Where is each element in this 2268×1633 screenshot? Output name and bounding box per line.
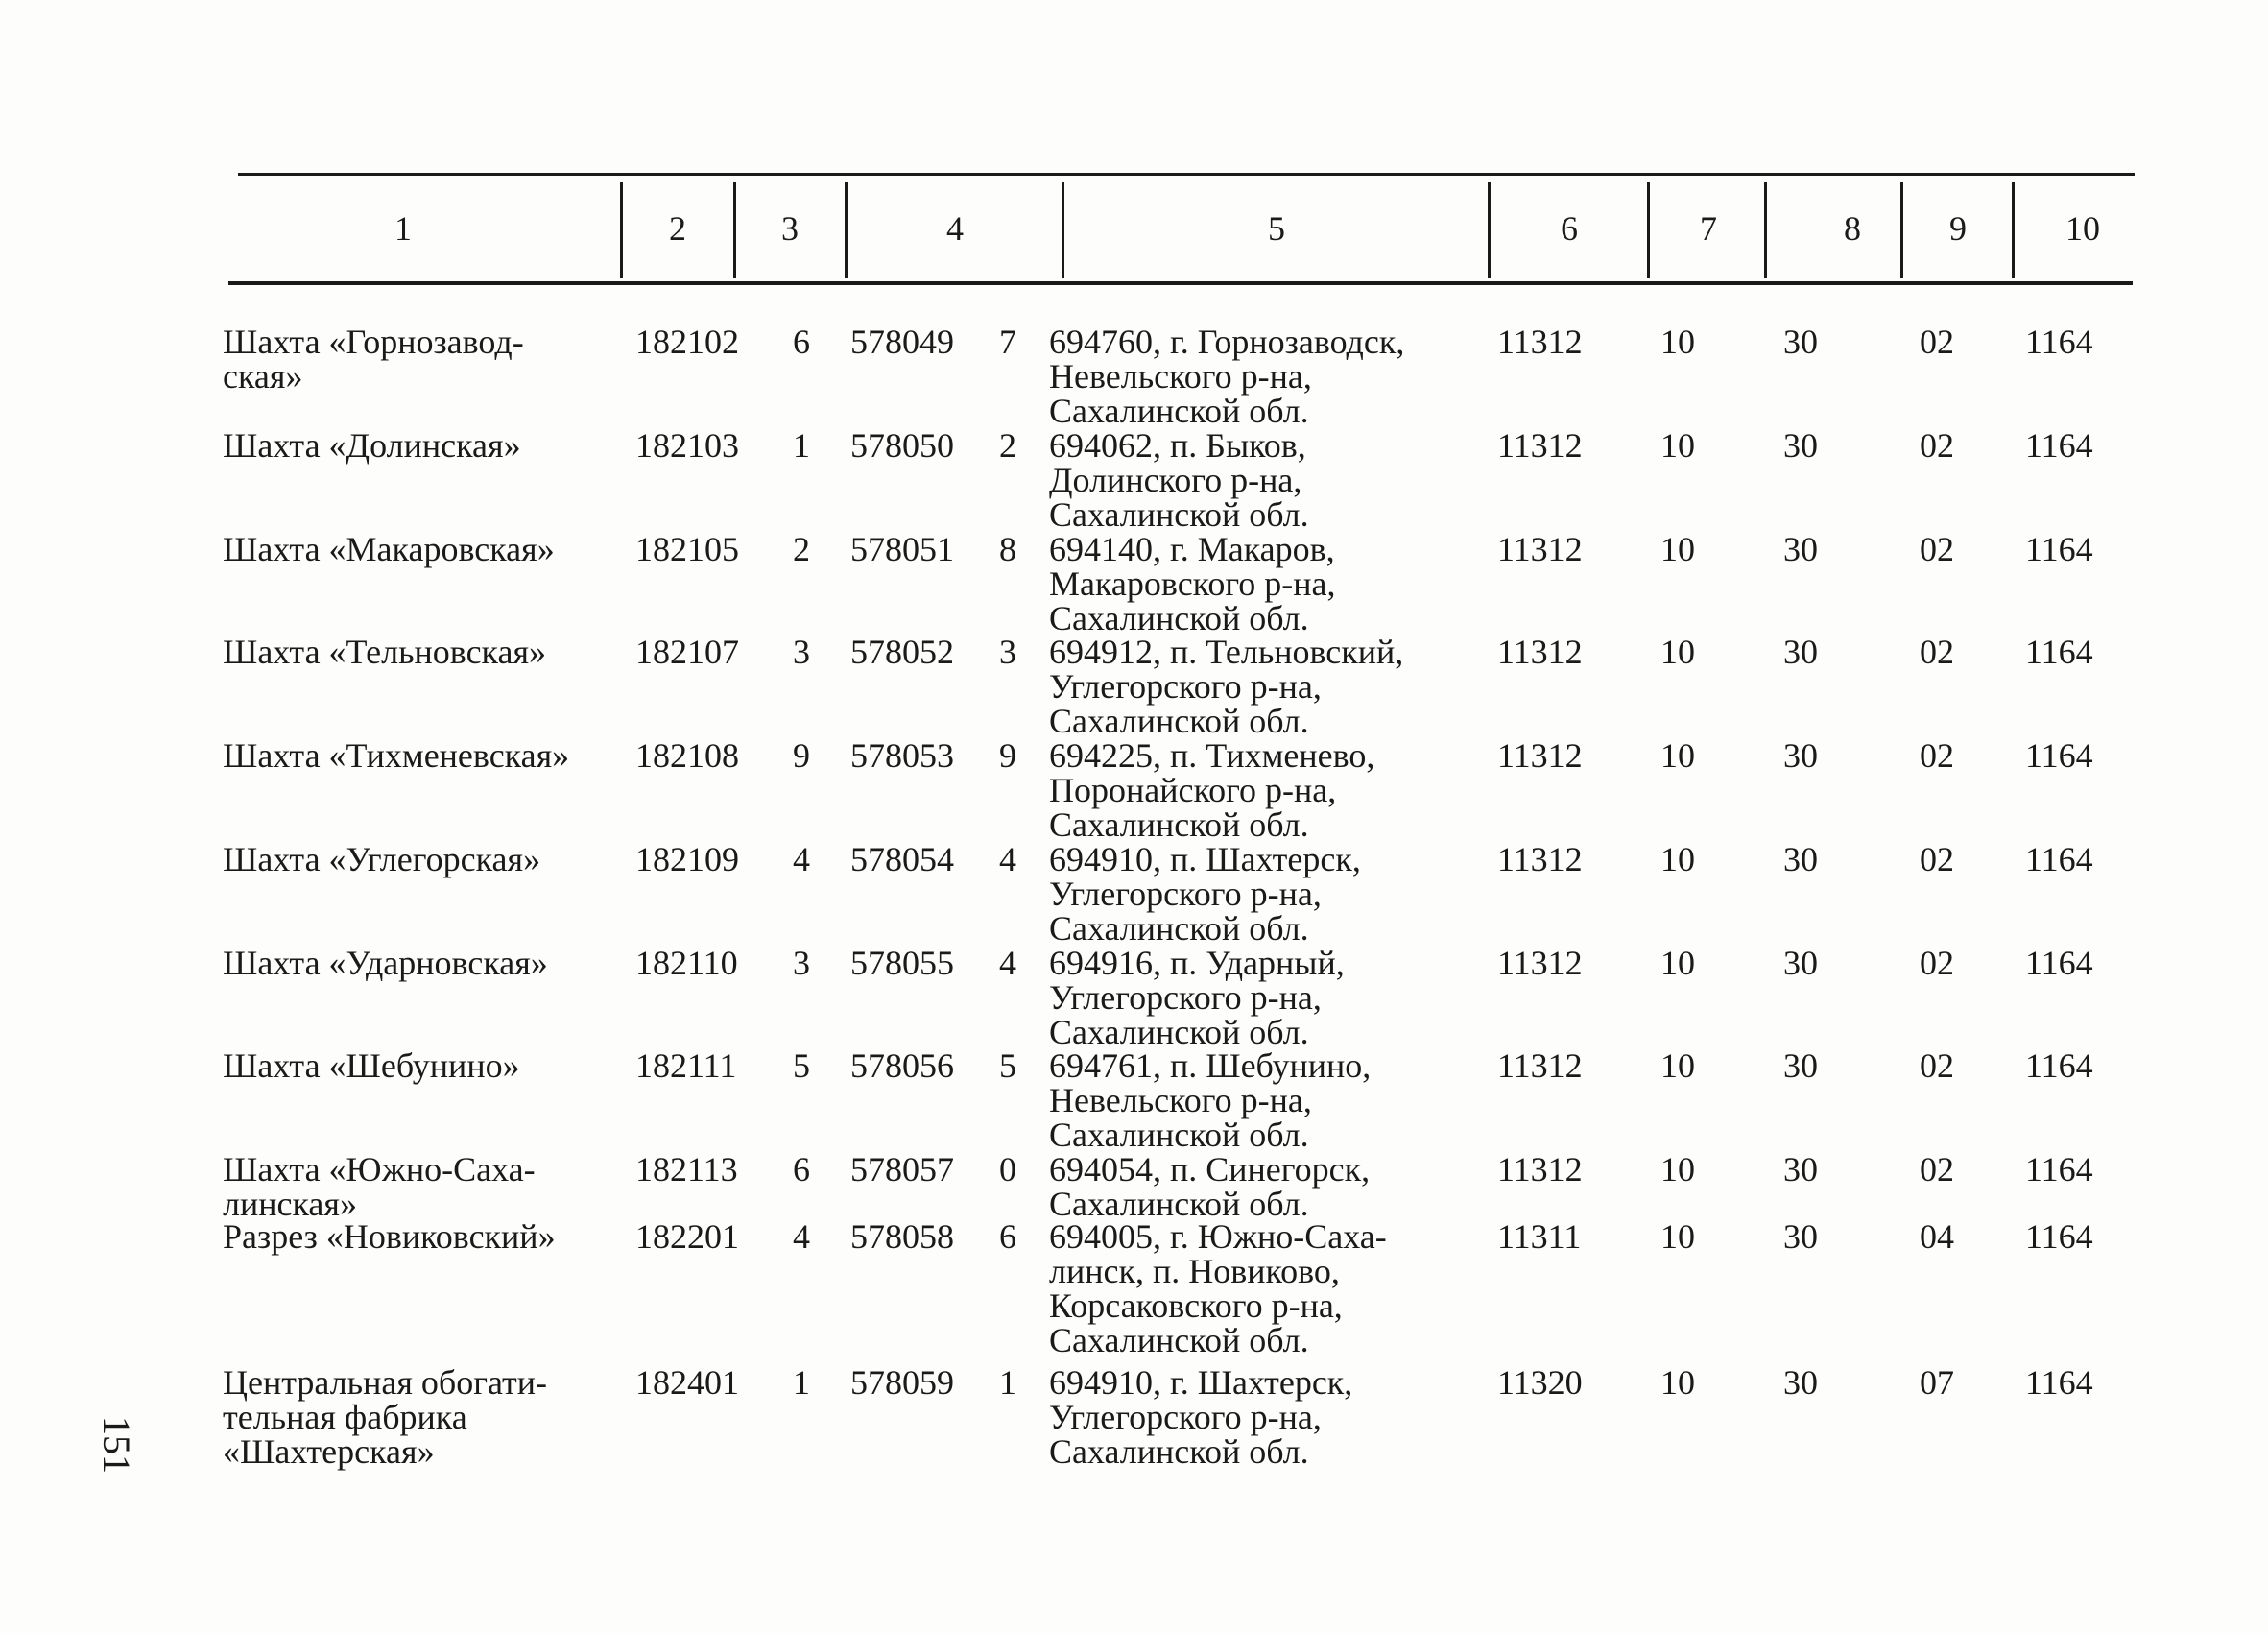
row-col9: 02 bbox=[1920, 633, 1954, 671]
row-col8: 30 bbox=[1783, 1150, 1818, 1189]
col-separator bbox=[1900, 182, 1903, 278]
row-code: 182201 bbox=[635, 1217, 739, 1256]
row-name: Центральная обогати- тельная фабрика «Шахтерская» bbox=[223, 1363, 548, 1471]
col-separator bbox=[1647, 182, 1650, 278]
row-col4: 578051 bbox=[850, 530, 954, 568]
row-col4: 578052 bbox=[850, 633, 954, 671]
row-col9: 02 bbox=[1920, 1046, 1954, 1085]
row-col10: 1164 bbox=[2025, 840, 2093, 878]
row-col4-check: 1 bbox=[999, 1363, 1016, 1402]
col-separator bbox=[1062, 182, 1064, 278]
row-col8: 30 bbox=[1783, 736, 1818, 775]
row-col4-check: 4 bbox=[999, 840, 1016, 878]
row-col7: 10 bbox=[1660, 1150, 1695, 1189]
row-col7: 10 bbox=[1660, 1363, 1695, 1402]
row-col7: 10 bbox=[1660, 633, 1695, 671]
row-col4: 578049 bbox=[850, 323, 954, 361]
row-code: 182113 bbox=[635, 1150, 738, 1189]
row-col10: 1164 bbox=[2025, 426, 2093, 465]
row-col7: 10 bbox=[1660, 530, 1695, 568]
row-col4: 578050 bbox=[850, 426, 954, 465]
page-number: 151 bbox=[95, 1416, 138, 1474]
header-col-9: 9 bbox=[1949, 209, 1967, 248]
row-col10: 1164 bbox=[2025, 530, 2093, 568]
header-col-5: 5 bbox=[1268, 209, 1285, 248]
row-name: Шахта «Углегорская» bbox=[223, 840, 541, 878]
row-col8: 30 bbox=[1783, 633, 1818, 671]
row-col4-check: 5 bbox=[999, 1046, 1016, 1085]
row-col10: 1164 bbox=[2025, 1150, 2093, 1189]
row-col10: 1164 bbox=[2025, 736, 2093, 775]
header-col-7: 7 bbox=[1700, 209, 1717, 248]
row-address: 694761, п. Шебунино, Невельского р-на, Сахалинской обл. bbox=[1049, 1046, 1372, 1154]
row-code: 182110 bbox=[635, 944, 738, 982]
col-separator bbox=[1488, 182, 1491, 278]
row-address: 694760, г. Горнозаводск, Невельского р-на, Сахалинской обл. bbox=[1049, 323, 1405, 430]
row-col8: 30 bbox=[1783, 944, 1818, 982]
row-col8: 30 bbox=[1783, 840, 1818, 878]
row-col9: 02 bbox=[1920, 944, 1954, 982]
row-address: 694140, г. Макаров, Макаровского р-на, Сахалинской обл. bbox=[1049, 530, 1336, 637]
row-col9: 02 bbox=[1920, 1150, 1954, 1189]
row-name: Шахта «Ударновская» bbox=[223, 944, 548, 982]
row-name: Шахта «Шебунино» bbox=[223, 1046, 520, 1085]
row-code: 182109 bbox=[635, 840, 739, 878]
row-col4-check: 3 bbox=[999, 633, 1016, 671]
row-col6: 11311 bbox=[1497, 1217, 1582, 1256]
row-col10: 1164 bbox=[2025, 633, 2093, 671]
row-col7: 10 bbox=[1660, 840, 1695, 878]
row-col8: 30 bbox=[1783, 323, 1818, 361]
row-col9: 02 bbox=[1920, 840, 1954, 878]
row-code: 182102 bbox=[635, 323, 739, 361]
row-col4: 578059 bbox=[850, 1363, 954, 1402]
row-address: 694062, п. Быков, Долинского р-на, Сахалинской обл. bbox=[1049, 426, 1309, 534]
row-code: 182107 bbox=[635, 633, 739, 671]
row-col4-check: 7 bbox=[999, 323, 1016, 361]
top-rule bbox=[238, 173, 2135, 176]
row-col10: 1164 bbox=[2025, 323, 2093, 361]
row-code: 182111 bbox=[635, 1046, 737, 1085]
row-name: Шахта «Долинская» bbox=[223, 426, 521, 465]
row-col6: 11312 bbox=[1497, 944, 1583, 982]
header-bottom-rule bbox=[228, 281, 2133, 285]
header-col-10: 10 bbox=[2065, 209, 2100, 248]
row-col7: 10 bbox=[1660, 1046, 1695, 1085]
row-col10: 1164 bbox=[2025, 944, 2093, 982]
row-col4: 578055 bbox=[850, 944, 954, 982]
row-col4-check: 9 bbox=[999, 736, 1016, 775]
row-col3: 4 bbox=[793, 840, 810, 878]
row-col9: 02 bbox=[1920, 530, 1954, 568]
row-col10: 1164 bbox=[2025, 1046, 2093, 1085]
row-col6: 11312 bbox=[1497, 736, 1583, 775]
row-address: 694054, п. Синегорск, Сахалинской обл. bbox=[1049, 1150, 1371, 1223]
row-col7: 10 bbox=[1660, 736, 1695, 775]
row-col4-check: 4 bbox=[999, 944, 1016, 982]
row-col6: 11312 bbox=[1497, 426, 1583, 465]
row-col3: 9 bbox=[793, 736, 810, 775]
row-col4: 578054 bbox=[850, 840, 954, 878]
row-col3: 1 bbox=[793, 1363, 810, 1402]
header-col-8: 8 bbox=[1844, 209, 1861, 248]
row-col7: 10 bbox=[1660, 426, 1695, 465]
header-col-2: 2 bbox=[669, 209, 686, 248]
row-col6: 11312 bbox=[1497, 1150, 1583, 1189]
header-col-4: 4 bbox=[946, 209, 964, 248]
col-separator bbox=[2012, 182, 2015, 278]
row-code: 182105 bbox=[635, 530, 739, 568]
row-col4: 578057 bbox=[850, 1150, 954, 1189]
row-col10: 1164 bbox=[2025, 1217, 2093, 1256]
row-address: 694916, п. Ударный, Углегорского р-на, Сахалинской обл. bbox=[1049, 944, 1345, 1051]
row-col3: 1 bbox=[793, 426, 810, 465]
row-col7: 10 bbox=[1660, 944, 1695, 982]
row-col8: 30 bbox=[1783, 1046, 1818, 1085]
row-col8: 30 bbox=[1783, 426, 1818, 465]
row-address: 694912, п. Тельновский, Углегорского р-на, Сахалинской обл. bbox=[1049, 633, 1404, 740]
row-col3: 3 bbox=[793, 944, 810, 982]
row-col6: 11312 bbox=[1497, 633, 1583, 671]
row-col4-check: 0 bbox=[999, 1150, 1016, 1189]
col-separator bbox=[733, 182, 736, 278]
row-col7: 10 bbox=[1660, 1217, 1695, 1256]
row-code: 182401 bbox=[635, 1363, 739, 1402]
row-col4-check: 8 bbox=[999, 530, 1016, 568]
row-col3: 6 bbox=[793, 1150, 810, 1189]
row-col8: 30 bbox=[1783, 1363, 1818, 1402]
row-address: 694005, г. Южно-Саха- линск, п. Новиково, Корсаковского р-на, Сахалинской обл. bbox=[1049, 1217, 1387, 1359]
row-col6: 11312 bbox=[1497, 530, 1583, 568]
row-col7: 10 bbox=[1660, 323, 1695, 361]
col-separator bbox=[620, 182, 623, 278]
row-col8: 30 bbox=[1783, 1217, 1818, 1256]
row-col4: 578053 bbox=[850, 736, 954, 775]
row-name: Шахта «Тихменевская» bbox=[223, 736, 570, 775]
row-col6: 11312 bbox=[1497, 840, 1583, 878]
row-col3: 5 bbox=[793, 1046, 810, 1085]
row-col9: 04 bbox=[1920, 1217, 1954, 1256]
row-address: 694225, п. Тихменево, Поронайского р-на, Сахалинской обл. bbox=[1049, 736, 1375, 844]
row-col9: 02 bbox=[1920, 736, 1954, 775]
row-name: Шахта «Горнозавод- ская» bbox=[223, 323, 524, 396]
row-code: 182108 bbox=[635, 736, 739, 775]
row-name: Шахта «Южно-Саха- линская» bbox=[223, 1150, 536, 1223]
row-name: Шахта «Тельновская» bbox=[223, 633, 547, 671]
row-col4: 578056 bbox=[850, 1046, 954, 1085]
row-col3: 2 bbox=[793, 530, 810, 568]
row-col9: 02 bbox=[1920, 323, 1954, 361]
row-col6: 11312 bbox=[1497, 1046, 1583, 1085]
row-name: Разрез «Новиковский» bbox=[223, 1217, 556, 1256]
row-col3: 4 bbox=[793, 1217, 810, 1256]
header-col-6: 6 bbox=[1561, 209, 1578, 248]
row-col8: 30 bbox=[1783, 530, 1818, 568]
row-col9: 07 bbox=[1920, 1363, 1954, 1402]
row-code: 182103 bbox=[635, 426, 739, 465]
row-col4: 578058 bbox=[850, 1217, 954, 1256]
row-name: Шахта «Макаровская» bbox=[223, 530, 555, 568]
header-col-1: 1 bbox=[394, 209, 412, 248]
row-address: 694910, г. Шахтерск, Углегорского р-на, Сахалинской обл. bbox=[1049, 1363, 1353, 1471]
header-col-3: 3 bbox=[781, 209, 799, 248]
row-col6: 11312 bbox=[1497, 323, 1583, 361]
row-col4-check: 6 bbox=[999, 1217, 1016, 1256]
row-col9: 02 bbox=[1920, 426, 1954, 465]
row-col4-check: 2 bbox=[999, 426, 1016, 465]
row-col6: 11320 bbox=[1497, 1363, 1583, 1402]
row-address: 694910, п. Шахтерск, Углегорского р-на, Сахалинской обл. bbox=[1049, 840, 1361, 948]
row-col10: 1164 bbox=[2025, 1363, 2093, 1402]
col-separator bbox=[845, 182, 848, 278]
col-separator bbox=[1764, 182, 1767, 278]
row-col3: 3 bbox=[793, 633, 810, 671]
row-col3: 6 bbox=[793, 323, 810, 361]
